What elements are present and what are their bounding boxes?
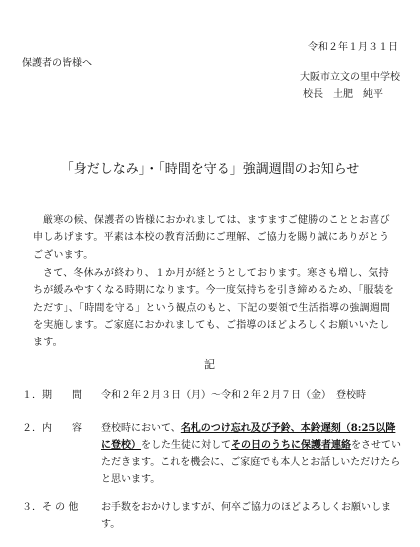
greeting-paragraph: 厳寒の候、保護者の皆様におかれましては、ますますご健勝のこととお喜び申しあげます。平素は本校の教育活動にご理解、ご協力を賜り誠にありがとうございます。 — [33, 215, 390, 261]
content-mid: をした生徒に対して — [141, 440, 231, 451]
school-name: 大阪市立文の里中学校 — [300, 72, 400, 83]
period-text: 令和２年２月３日（月）～令和２年２月７日（金） 登校時 — [101, 390, 366, 401]
content-pre: 登校時において、 — [101, 423, 181, 434]
principal-name: 校長 土肥 純平 — [303, 89, 383, 100]
other-label: ３．そ の 他 — [22, 502, 79, 513]
content-post: をさせていただきます。これを機会に、ご家庭でも本人とお話しいただけたらと思います。 — [101, 440, 401, 485]
notice-title: 「身だしなみ」・「時間を守る」強調週間のお知らせ — [60, 162, 360, 177]
content-emphasis-1: 名札のつけ忘れ及び予鈴、本鈴遅刻（8:25以降に登校） — [101, 423, 396, 451]
document-date: 令和２年１月３１日 — [308, 42, 398, 53]
period-label: １．期 間 — [22, 390, 82, 401]
content-text — [101, 420, 401, 488]
body-paragraph: さて、冬休みが終わり、１か月が経とうとしております。寒さも増し、気持ちが緩みやすくなる時期になります。今一度気持ちを引き締めるため、「服装をただす」、「時間を守る」という観点のもと、下記の要領で生活指導の強調週間を実施します。ご家庭におかれましても、ご指導のほどよろしくお願いいたします。 — [33, 268, 394, 349]
other-text: お手数をおかけしますが、何卒ご協力のほどよろしくお願いします。 — [101, 502, 391, 530]
recipient: 保護者の皆様へ — [22, 58, 92, 69]
content-label: ２．内 容 — [22, 423, 82, 434]
ki-heading: 記 — [204, 358, 215, 371]
content-emphasis-2: その日のうちに保護者連絡 — [231, 440, 351, 451]
